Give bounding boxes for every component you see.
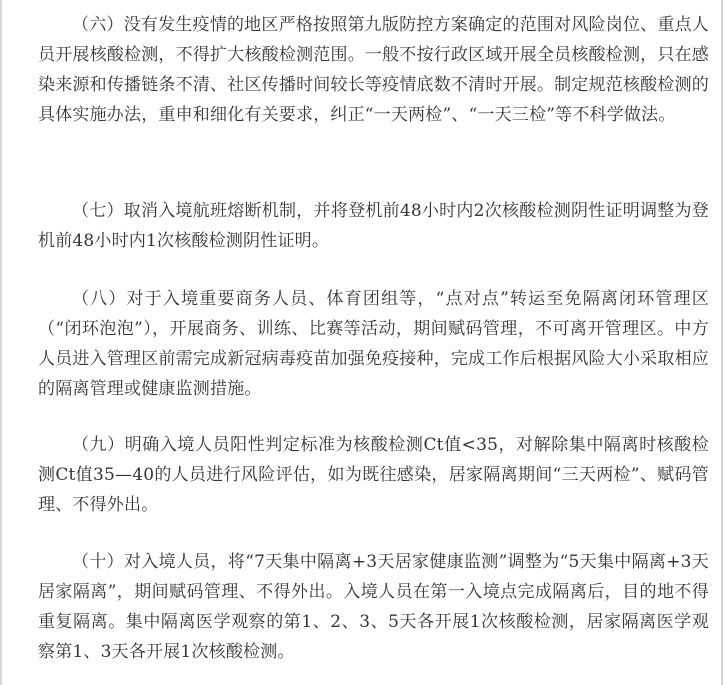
paragraph-item-10: （十）对入境人员，将“7天集中隔离+3天居家健康监测”调整为“5天集中隔离+3天居家隔离”，期间赋码管理、不得外出。入境人员在第一入境点完成隔离后，目的地不得重复隔离。集中隔离医学观察的第1、2、3、5天各开展1次核酸检测，居家隔离医学观察第1、3天各开展1次核酸检测。 xyxy=(38,552,709,662)
paragraph-item-9: （九）明确入境人员阳性判定标准为核酸检测Ct值<35，对解除集中隔离时核酸检测Ct值35—40的人员进行风险评估，如为既往感染，居家隔离期间“三天两检”、赋码管理、不得外出。 xyxy=(38,435,709,515)
paragraph-item-8: （八）对于入境重要商务人员、体育团组等，“点对点”转运至免隔离闭环管理区（“闭环泡泡”），开展商务、训练、比赛等活动，期间赋码管理，不可离开管理区。中方人员进入管理区前需完成新冠病毒疫苗加强免疫接种，完成工作后根据风险大小采取相应的隔离管理或健康监测措施。 xyxy=(38,289,709,399)
paragraph-item-7: （七）取消入境航班熔断机制，并将登机前48小时内2次核酸检测阴性证明调整为登机前48小时内1次核酸检测阴性证明。 xyxy=(38,201,709,251)
left-border-divider xyxy=(0,0,2,685)
paragraph-item-6: （六）没有发生疫情的地区严格按照第九版防控方案确定的范围对风险岗位、重点人员开展核酸检测，不得扩大核酸检测范围。一般不按行政区域开展全员核酸检测，只在感染来源和传播链条不清、社区传播时间较长等疫情底数不清时开展。制定规范核酸检测的具体实施办法，重申和细化有关要求，纠正“一天两检”、“一天三检”等不科学做法。 xyxy=(38,15,709,125)
